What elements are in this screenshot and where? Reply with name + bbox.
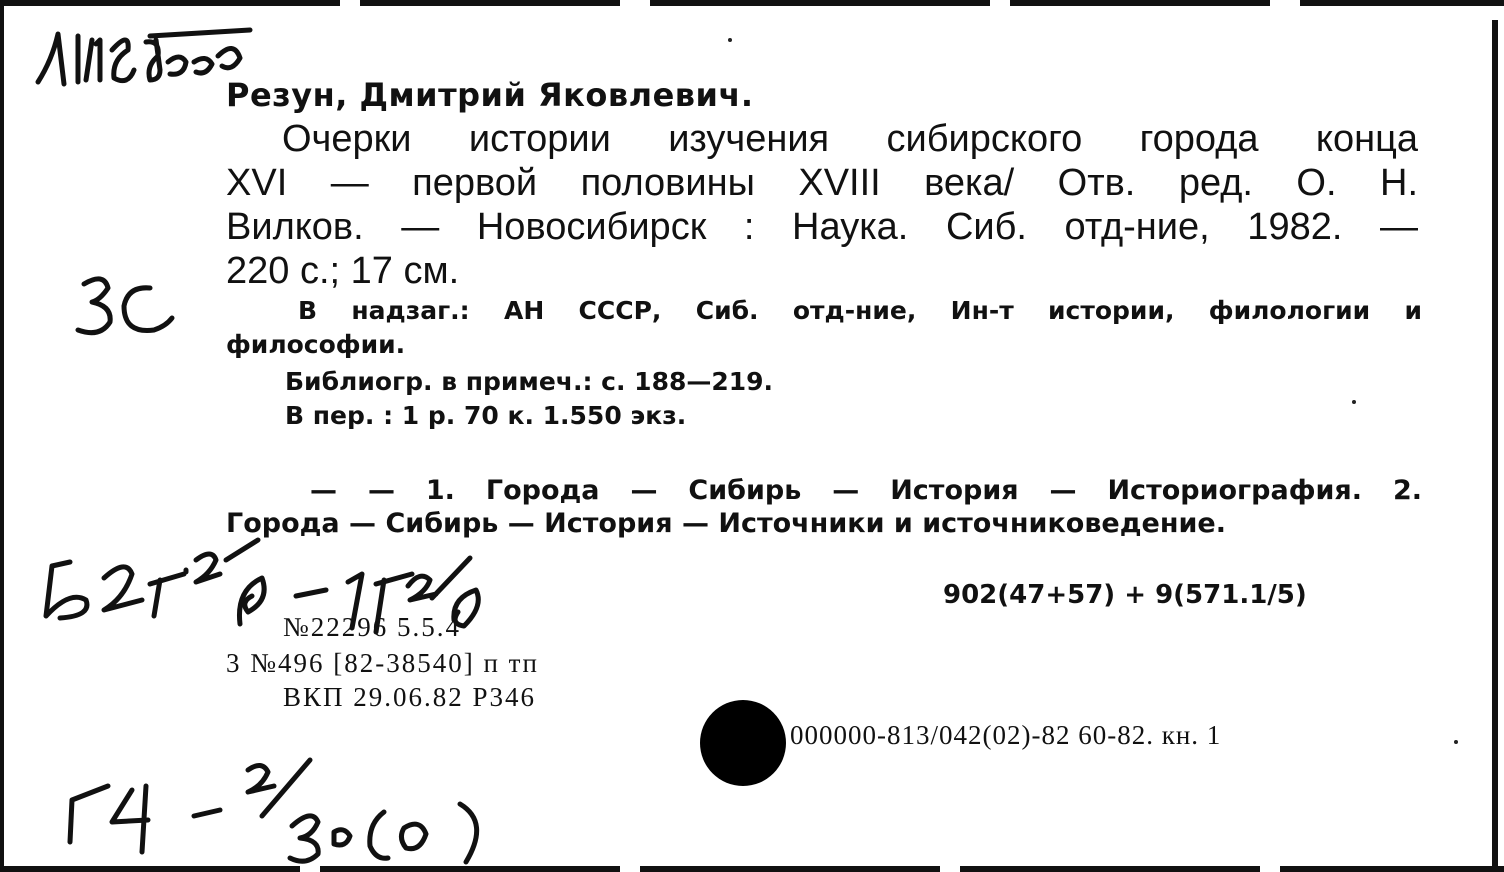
- meta-line: №22296 5.5.4: [283, 612, 462, 642]
- card-bottom-edge: [0, 866, 1504, 872]
- handwritten-mark-3c: [78, 279, 172, 333]
- title-line: XVI — первой половины XVIII века/ Отв. ред. О. Н.: [226, 162, 1418, 204]
- ink-speck: [728, 38, 732, 42]
- title-line: 220 с.; 17 см.: [226, 250, 460, 292]
- punch-hole: [700, 700, 786, 786]
- handwritten-call-number: [38, 30, 250, 84]
- card-left-edge: [0, 0, 4, 872]
- card-right-edge: [1492, 20, 1498, 870]
- card-top-edge: [0, 0, 1504, 6]
- subject-line: — — 1. Города — Сибирь — История — Историография. 2.: [310, 475, 1422, 506]
- title-line: Очерки истории изучения сибирского города конца: [282, 118, 1418, 160]
- handwritten-bottom-code: [70, 760, 477, 862]
- title-line: Вилков. — Новосибирск : Наука. Сиб. отд-ние, 1982. —: [226, 206, 1418, 248]
- note-line: В пер. : 1 р. 70 к. 1.550 экз.: [285, 401, 687, 430]
- isbn-line: 000000-813/042(02)-82 60-82. кн. 1: [790, 720, 1222, 750]
- subject-line: Города — Сибирь — История — Источники и источниковедение.: [226, 508, 1226, 539]
- note-line: В надзаг.: АН СССР, Сиб. отд-ние, Ин-т истории, филологии и: [298, 296, 1422, 325]
- ink-speck: [1352, 400, 1356, 404]
- ink-speck: [1454, 740, 1458, 744]
- meta-line: ВКП 29.06.82 Р346: [283, 682, 537, 712]
- note-line: философии.: [226, 330, 406, 359]
- note-line: Библиогр. в примеч.: с. 188—219.: [285, 367, 774, 396]
- meta-line: 3 №496 [82-38540] п тп: [226, 648, 539, 678]
- classification-code: 902(47+57) + 9(571.1/5): [943, 580, 1307, 610]
- author-heading: Резун, Дмитрий Яковлевич.: [226, 76, 754, 114]
